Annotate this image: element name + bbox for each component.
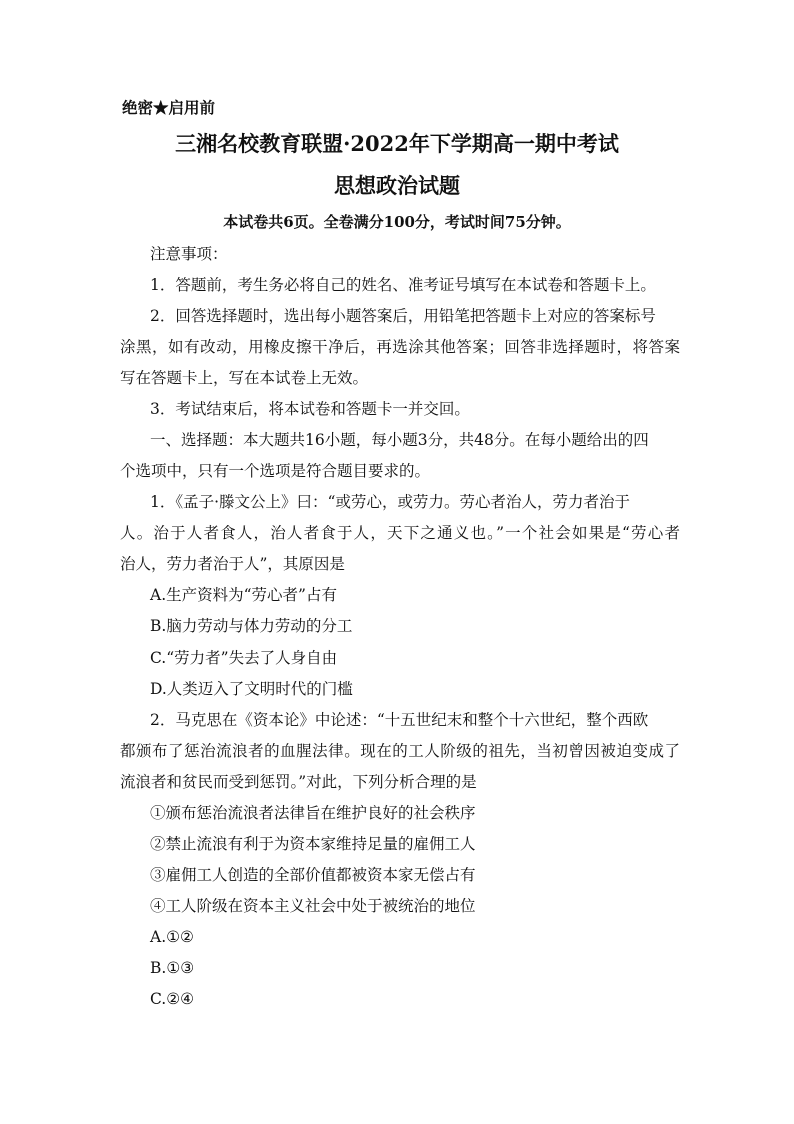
note-item-2-line-3: 写在答题卡上，写在本试卷上无效。 bbox=[120, 369, 369, 387]
exam-title: 三湘名校教育联盟·2022年下学期高一期中考试 bbox=[175, 131, 619, 156]
q2-stem-line-2: 都颁布了惩治流浪者的血腥法律。现在的工人阶级的祖先，当初曾因被迫变成了 bbox=[120, 742, 680, 760]
q1-stem-line-3: 治人，劳力者治于人”，其原因是 bbox=[120, 555, 345, 573]
q2-stem-line-3: 流浪者和贫民而受到惩罚。”对此，下列分析合理的是 bbox=[120, 773, 477, 791]
section-intro-line-1: 一、选择题：本大题共16小题，每小题3分，共48分。在每小题给出的四 bbox=[150, 431, 649, 449]
note-item-1: 1．答题前，考生务必将自己的姓名、准考证号填写在本试卷和答题卡上。 bbox=[150, 276, 656, 294]
confidential-label: 绝密★启用前 bbox=[122, 98, 216, 117]
q2-option-c: C.②④ bbox=[150, 990, 195, 1008]
q2-stem-line-1: 2．马克思在《资本论》中论述：“十五世纪末和整个十六世纪，整个西欧 bbox=[150, 711, 649, 729]
q1-option-d: D.人类迈入了文明时代的门槛 bbox=[150, 680, 353, 698]
q2-option-b: B.①③ bbox=[150, 959, 195, 977]
q1-option-a: A.生产资料为“劳心者”占有 bbox=[150, 586, 337, 604]
q2-statement-4: ④工人阶级在资本主义社会中处于被统治的地位 bbox=[150, 897, 476, 915]
exam-info: 本试卷共6页。全卷满分100分，考试时间75分钟。 bbox=[223, 213, 571, 231]
exam-subject: 思想政治试题 bbox=[334, 173, 460, 198]
q1-stem-line-1: 1．《孟子·滕文公上》曰：“或劳心，或劳力。劳心者治人，劳力者治于 bbox=[150, 493, 630, 511]
note-item-2-line-1: 2．回答选择题时，选出每小题答案后，用铅笔把答题卡上对应的答案标号 bbox=[150, 307, 656, 325]
q2-statement-1: ①颁布惩治流浪者法律旨在维护良好的社会秩序 bbox=[150, 804, 476, 822]
note-item-2-line-2: 涂黑，如有改动，用橡皮擦干净后，再选涂其他答案；回答非选择题时，将答案 bbox=[120, 338, 680, 356]
section-intro-line-2: 个选项中，只有一个选项是符合题目要求的。 bbox=[120, 462, 431, 480]
q1-option-c: C.“劳力者”失去了人身自由 bbox=[150, 649, 338, 667]
notes-heading: 注意事项： bbox=[150, 245, 228, 263]
q1-option-b: B.脑力劳动与体力劳动的分工 bbox=[150, 617, 353, 635]
note-item-3: 3．考试结束后，将本试卷和答题卡一并交回。 bbox=[150, 400, 470, 418]
q2-statement-3: ③雇佣工人创造的全部价值都被资本家无偿占有 bbox=[150, 866, 476, 884]
q2-statement-2: ②禁止流浪有利于为资本家维持足量的雇佣工人 bbox=[150, 835, 476, 853]
q1-stem-line-2: 人。治于人者食人，治人者食于人，天下之通义也。”一个社会如果是“劳心者 bbox=[120, 524, 680, 542]
q2-option-a: A.①② bbox=[150, 928, 194, 946]
